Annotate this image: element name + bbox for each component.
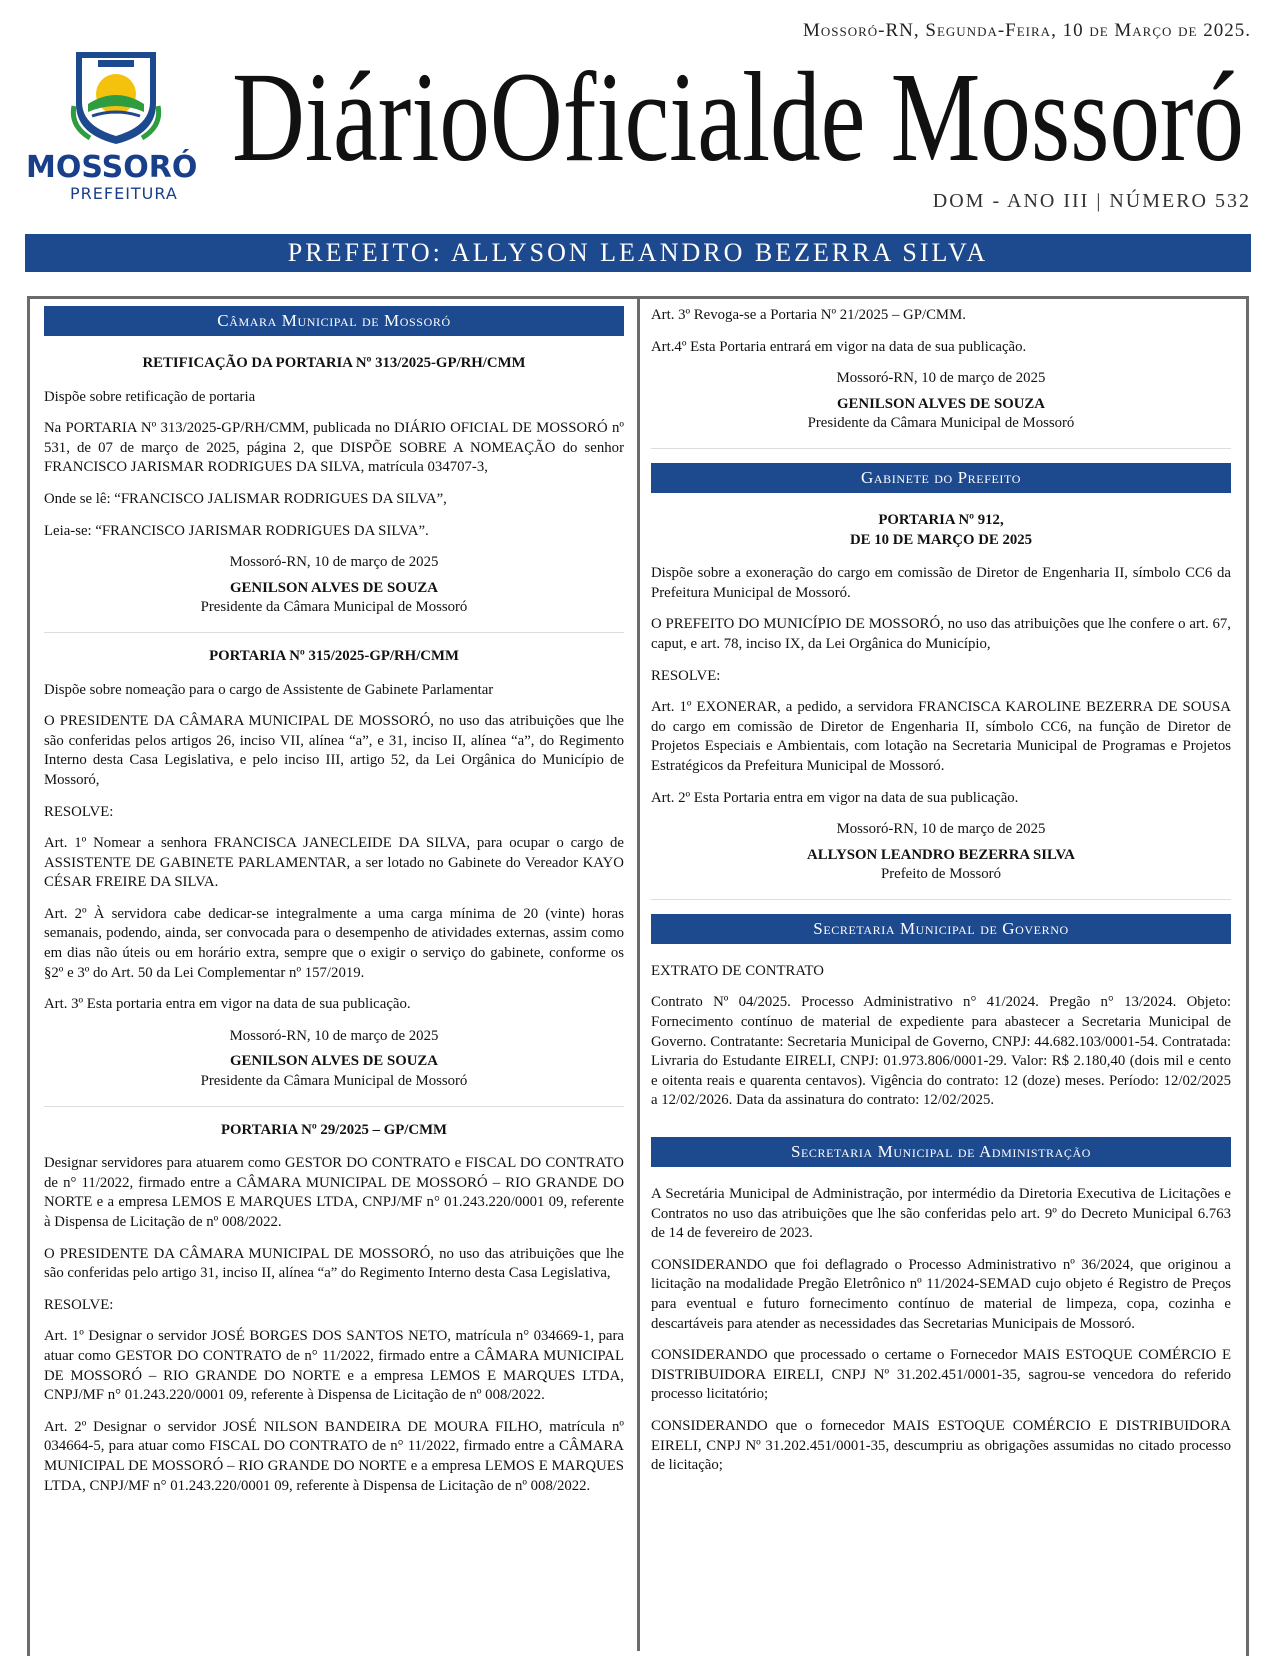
prefeitura-logo (22, 46, 207, 206)
left-column (44, 306, 624, 1508)
publication-date: Mossoró-RN, Segunda-Feira, 10 de Março de 2025. (802, 20, 1251, 41)
signature-name: GENILSON ALVES DE SOUZA (230, 1053, 438, 1070)
signature-name: GENILSON ALVES DE SOUZA (837, 395, 1045, 412)
paragraph: O PRESIDENTE DA CÂMARA MUNICIPAL DE MOSSORÓ, no uso das atribuições que lhe são conferidas pelos artigos 26, inciso VII, alínea “a”, e 31, inciso II, alínea “a”, do Regimento Interno desta Casa Legislativa, e pelo inciso III, artigo 52, da Lei Orgânica do Município de Mossoró, (44, 713, 624, 788)
signature-name: ALLYSON LEANDRO BEZERRA SILVA (807, 846, 1075, 863)
paragraph: Art. 1º Designar o servidor JOSÉ BORGES DOS SANTOS NETO, matrícula n° 034669-1, para atuar como GESTOR DO CONTRATO de n° 11/2022, firmado entre a CÂMARA MUNICIPAL DE MOSSORÓ – RIO GRANDE DO NORTE e a empresa LEMOS E MARQUES LTDA, CNPJ/MF n° 01.243.220/0001 09, referente à Dispensa de Licitação de nº 008/2022. (44, 1328, 624, 1404)
paragraph: RESOLVE: (651, 667, 721, 684)
paragraph: CONSIDERANDO que o fornecedor MAIS ESTOQUE COMÉRCIO E DISTRIBUIDORA EIRELI, CNPJ Nº 31.202.451/0001-35, descumpriu as obrigações assumidas no citado processo de licitação; (651, 1417, 1231, 1474)
signature-block (651, 820, 1231, 885)
signature-place-date: Mossoró-RN, 10 de março de 2025 (836, 370, 1046, 387)
separator (651, 448, 1231, 449)
paragraph: Art.4º Esta Portaria entrará em vigor na data de sua publicação. (651, 338, 1027, 355)
paragraph: Dispõe sobre nomeação para o cargo de Assistente de Gabinete Parlamentar (44, 681, 494, 698)
signature-block (651, 369, 1231, 434)
masthead-title (232, 46, 1252, 180)
paragraph: O PRESIDENTE DA CÂMARA MUNICIPAL DE MOSSORÓ, no uso das atribuições que lhe são conferidas pelo artigo 31, inciso II, alínea “a” do Regimento Interno desta Casa Legislativa, (44, 1245, 624, 1282)
paragraph: Art. 3º Esta portaria entra em vigor na data de sua publicação. (44, 996, 411, 1013)
paragraph: RESOLVE: (44, 803, 114, 820)
logo-subtitle: PREFEITURA (70, 184, 178, 203)
signature-role: Prefeito de Mossoró (880, 866, 1001, 883)
portaria-912-date: DE 10 DE MARÇO DE 2025 (849, 531, 1033, 548)
paragraph: Dispõe sobre retificação de portaria (44, 388, 256, 405)
paragraph: Art. 2º Designar o servidor JOSÉ NILSON BANDEIRA DE MOURA FILHO, matrícula nº 034664-5, para atuar como FISCAL DO CONTRATO de n° 11/2022, firmado entre a CÂMARA MUNICIPAL DE MOSSORÓ – RIO GRANDE DO NORTE e a empresa LEMOS E MARQUES LTDA, CNPJ/MF n° 01.243.220/0001 09, referente à Dispensa de Licitação de nº 008/2022. (44, 1418, 624, 1494)
issue-number: DOM - ANO III | NÚMERO 532 (932, 190, 1251, 212)
masthead-title-text: DiárioOficialde Mossoró (232, 46, 1244, 180)
separator (44, 1106, 624, 1107)
paragraph: Onde se lê: “FRANCISCO JALISMAR RODRIGUES DA SILVA”, (44, 490, 447, 507)
column-divider (637, 299, 640, 1651)
separator (44, 632, 624, 633)
portaria-912-heading: PORTARIA Nº 912, (878, 511, 1004, 528)
signature-block (44, 1027, 624, 1092)
signature-place-date: Mossoró-RN, 10 de março de 2025 (229, 1027, 439, 1044)
paragraph: Art. 1º Nomear a senhora FRANCISCA JANECLEIDE DA SILVA, para ocupar o cargo de ASSISTENTE DE GABINETE PARLAMENTAR, a ser lotado no Gabinete do Vereador KAYO CÉSAR FREIRE DA SILVA. (44, 835, 624, 891)
separator (651, 899, 1231, 900)
paragraph: Art. 2º À servidora cabe dedicar-se integralmente a uma carga mínima de 20 (vinte) horas semanais, podendo, ainda, ser convocada para o desempenho de atividades externas, assim como em dias não úteis ou em horário extra, sempre que o exigir o serviço do gabinete, conforme os §2º e 3º do Art. 50 da Lei Complementar nº 157/2019. (44, 905, 624, 981)
signature-name: GENILSON ALVES DE SOUZA (230, 579, 438, 596)
paragraph: RESOLVE: (44, 1296, 114, 1313)
signature-role: Presidente da Câmara Municipal de Mossoró (200, 599, 468, 616)
paragraph: CONSIDERANDO que foi deflagrado o Processo Administrativo nº 36/2024, que originou a licitação na modalidade Pregão Eletrônico nº 11/2024-SEMAD cujo objeto é Registro de Preços para eventual e futuro fornecimento contínuo de material de limpeza, copa, cozinha e descartáveis para atender as necessidades das Secretarias Municipais de Mossoró. (651, 1256, 1231, 1332)
prefeito-banner: PREFEITO: ALLYSON LEANDRO BEZERRA SILVA (25, 234, 1251, 272)
portaria-315-heading: PORTARIA Nº 315/2025-GP/RH/CMM (209, 647, 459, 664)
paragraph: Art. 1º EXONERAR, a pedido, a servidora FRANCISCA KAROLINE BEZERRA DE SOUSA do cargo em comissão de Diretor de Engenharia II, símbolo CC6, na função de Diretor de Projetos Especiais e Ambientais, com lotação na Secretaria Municipal de Programas e Projetos Estratégicos da Prefeitura Municipal de Mossoró. (651, 699, 1231, 774)
signature-role: Presidente da Câmara Municipal de Mossoró (807, 415, 1075, 432)
signature-role: Presidente da Câmara Municipal de Mossoró (200, 1073, 468, 1090)
paragraph: Contrato Nº 04/2025. Processo Administrativo n° 41/2024. Pregão n° 13/2024. Objeto: Fornecimento contínuo de material de expediente para abastecer a Secretaria Municipal de Governo. Contratante: Secretaria Municipal de Governo, CNPJ: 44.682.103/0001-54. Contratada: Livraria do Estudante EIRELI, CNPJ: 01.973.806/0001-29. Valor: R$ 2.180,40 (dois mil e cento e oitenta reais e quarenta centavos). Vigência do contrato: 12 (doze) meses. Período: 12/02/2025 a 12/02/2026. Data da assinatura do contrato: 12/02/2025. (651, 994, 1231, 1109)
right-column (651, 306, 1231, 1488)
paragraph: Designar servidores para atuarem como GESTOR DO CONTRATO e FISCAL DO CONTRATO de n° 11/2022, firmado entre a CÂMARA MUNICIPAL DE MOSSORÓ – RIO GRANDE DO NORTE e a empresa LEMOS E MARQUES LTDA, CNPJ/MF n° 01.243.220/0001 09, referente à Dispensa de Licitação de nº 008/2022. (44, 1155, 624, 1230)
portaria-313-heading: RETIFICAÇÃO DA PORTARIA Nº 313/2025-GP/RH/CMM (142, 355, 526, 371)
mossoro-crest-icon (68, 46, 164, 146)
paragraph: A Secretária Municipal de Administração, por intermédio da Diretoria Executiva de Licitações e Contratos no uso das atribuições que lhe são conferidas pelo art. 9º do Decreto Municipal 6.763 de 14 de fevereiro de 2023. (651, 1186, 1231, 1242)
signature-place-date: Mossoró-RN, 10 de março de 2025 (229, 554, 439, 571)
paragraph: Na PORTARIA Nº 313/2025-GP/RH/CMM, publicada no DIÁRIO OFICIAL DE MOSSORÓ nº 531, de 07 de março de 2025, página 2, que DISPÕE SOBRE A NOMEAÇÃO do senhor FRANCISCO JARISMAR RODRIGUES DA SILVA, matrícula 034707-3, (44, 420, 624, 476)
logo-city-name: MOSSORÓ (26, 150, 198, 185)
section-governo: Secretaria Municipal de Governo (651, 914, 1231, 944)
paragraph: O PREFEITO DO MUNICÍPIO DE MOSSORÓ, no uso das atribuições que lhe confere o art. 67, caput, e art. 78, inciso IX, da Lei Orgânica do Município, (651, 616, 1231, 652)
paragraph: Art. 2º Esta Portaria entra em vigor na data de sua publicação. (651, 789, 1019, 806)
signature-block (44, 553, 624, 618)
section-administracao: Secretaria Municipal de Administração (651, 1137, 1231, 1167)
signature-place-date: Mossoró-RN, 10 de março de 2025 (836, 821, 1046, 838)
section-camara: Câmara Municipal de Mossoró (44, 306, 624, 336)
paragraph: Art. 3º Revoga-se a Portaria Nº 21/2025 – GP/CMM. (651, 307, 966, 323)
portaria-29-heading: PORTARIA Nº 29/2025 – GP/CMM (220, 1121, 448, 1138)
paragraph: Leia-se: “FRANCISCO JARISMAR RODRIGUES DA SILVA”. (44, 522, 429, 539)
paragraph: EXTRATO DE CONTRATO (651, 962, 824, 979)
section-gabinete: Gabinete do Prefeito (651, 463, 1231, 493)
paragraph: Dispõe sobre a exoneração do cargo em comissão de Diretor de Engenharia II, símbolo CC6 da Prefeitura Municipal de Mossoró. (651, 565, 1231, 601)
paragraph: CONSIDERANDO que processado o certame o Fornecedor MAIS ESTOQUE COMÉRCIO E DISTRIBUIDORA EIRELI, CNPJ Nº 31.202.451/0001-35, sagrou-se vencedora do referido processo licitatório; (651, 1347, 1231, 1403)
